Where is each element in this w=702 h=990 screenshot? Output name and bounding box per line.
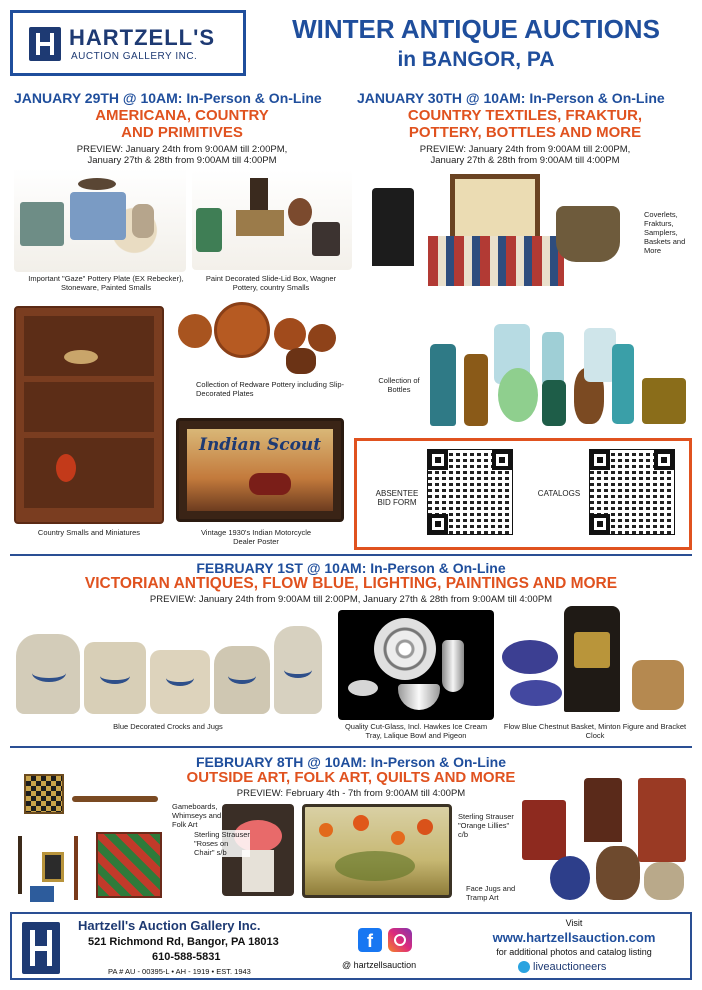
website-subtext: for additional photos and catalog listing xyxy=(496,947,652,957)
photo-flow-blue-clock xyxy=(500,606,692,718)
footer xyxy=(10,912,692,980)
photo-orange-lillies xyxy=(302,804,452,898)
photo-gameboards xyxy=(12,774,168,904)
auction4-caption-1: Gameboards, Whimseys and Folk Art xyxy=(172,802,222,829)
section-divider-1 xyxy=(10,554,692,556)
page-subtitle: in BANGOR, PA xyxy=(397,48,555,71)
photo-cupboard xyxy=(14,306,164,524)
auction1-date: JANUARY 29TH @ 10AM: In-Person & On-Line xyxy=(14,90,322,106)
auction2-title-line1: COUNTRY TEXTILES, FRAKTUR, xyxy=(407,107,643,124)
photo-textiles-fraktur xyxy=(366,168,642,302)
photo-stoneware-plate xyxy=(14,168,186,272)
auction4-title: OUTSIDE ART, FOLK ART, QUILTS AND MORE xyxy=(186,769,516,786)
page-title: WINTER ANTIQUE AUCTIONS xyxy=(292,14,660,44)
auction4-date: FEBRUARY 8TH @ 10AM: In-Person & On-Line xyxy=(195,754,506,770)
instagram-icon[interactable] xyxy=(388,928,412,952)
liveauctioneers-text: liveauctioneers xyxy=(533,961,607,973)
auction1-caption-2: Paint Decorated Slide-Lid Box, Wagner Pottery, country Smalls xyxy=(205,274,337,292)
auction3-preview: PREVIEW: January 24th from 9:00AM till 2:00PM, January 27th & 28th from 9:00AM till 4:00PM xyxy=(149,594,553,605)
footer-address: 521 Richmond Rd, Bangor, PA 18013 xyxy=(88,936,279,948)
qr-code-absentee[interactable] xyxy=(427,449,513,535)
auction4-caption-3: Sterling Strauser "Orange Lillies" c/b xyxy=(458,812,514,839)
auction1-caption-1: Important "Gaze" Pottery Plate (EX Rebecker), Stoneware, Painted Smalls xyxy=(28,274,184,292)
qr-label-catalogs: CATALOGS xyxy=(537,489,581,498)
logo-box xyxy=(10,10,246,76)
qr-code-catalogs[interactable] xyxy=(589,449,675,535)
auction2-caption-1: Coverlets, Frakturs, Samplers, Baskets and More xyxy=(644,210,686,255)
social-handle[interactable]: @ hartzellsauction xyxy=(342,960,417,970)
auction4-preview: PREVIEW: February 4th - 7th from 9:00AM till 4:00PM xyxy=(236,788,466,799)
auction4-caption-4: Face Jugs and Tramp Art xyxy=(466,884,516,902)
visit-label: Visit xyxy=(565,918,583,928)
photo-face-jugs xyxy=(520,776,692,904)
liveauctioneers-logo[interactable] xyxy=(518,960,606,974)
facebook-icon[interactable]: f xyxy=(358,928,382,952)
auction1-preview-line2: January 27th & 28th from 9:00AM till 4:00PM xyxy=(87,155,277,166)
photo-indian-poster xyxy=(176,418,344,522)
logo-h-icon xyxy=(29,27,61,61)
auction4-caption-2-visible: Sterling Strauser "Roses on Chair" s/b xyxy=(194,830,250,857)
auction3-date: FEBRUARY 1ST @ 10AM: In-Person & On-Line xyxy=(196,560,506,576)
auction2-preview-line1: PREVIEW: January 24th from 9:00AM till 2:00PM, xyxy=(419,144,631,155)
auction1-caption-4: Country Smalls and Miniatures xyxy=(37,528,141,537)
section-divider-2 xyxy=(10,746,692,748)
footer-company: Hartzell's Auction Gallery Inc. xyxy=(78,918,261,933)
photo-slide-lid-box xyxy=(192,170,352,270)
auction1-title-line1: AMERICANA, COUNTRY xyxy=(95,107,269,124)
auction1-preview-line1: PREVIEW: January 24th from 9:00AM till 2:00PM, xyxy=(76,144,288,155)
auction3-caption-3: Flow Blue Chestnut Basket, Minton Figure and Bracket Clock xyxy=(503,722,687,740)
auction2-caption-2: Collection of Bottles xyxy=(378,376,420,394)
auction1-title-line2: AND PRIMITIVES xyxy=(121,124,243,141)
auction3-caption-1: Blue Decorated Crocks and Jugs xyxy=(113,722,223,731)
poster-title: Indian Scout xyxy=(199,435,322,455)
auction2-preview-line2: January 27th & 28th from 9:00AM till 4:00PM xyxy=(430,155,620,166)
photo-redware xyxy=(176,300,346,378)
auction3-caption-2: Quality Cut-Glass, Incl. Hawkes Ice Cream Tray, Lalique Bowl and Pigeon xyxy=(344,722,488,740)
photo-blue-crocks xyxy=(12,616,324,716)
auction1-caption-3: Collection of Redware Pottery including Slip-Decorated Plates xyxy=(196,380,344,398)
photo-cut-glass xyxy=(338,610,494,720)
website-link[interactable]: www.hartzellsauction.com xyxy=(492,930,656,945)
footer-logo-h-icon xyxy=(22,922,60,974)
qr-panel xyxy=(354,438,692,550)
photo-bottles xyxy=(424,318,692,428)
logo-subtitle: AUCTION GALLERY INC. xyxy=(71,51,198,62)
auction3-title: VICTORIAN ANTIQUES, FLOW BLUE, LIGHTING, PAINTINGS AND MORE xyxy=(84,575,618,592)
auction2-title-line2: POTTERY, BOTTLES AND MORE xyxy=(408,124,642,141)
auction1-caption-5: Vintage 1930's Indian Motorcycle Dealer Poster xyxy=(200,528,312,546)
liveauctioneers-icon xyxy=(518,961,530,973)
qr-label-absentee: ABSENTEE BID FORM xyxy=(375,489,419,507)
footer-phone: 610-588-5831 xyxy=(152,951,221,963)
logo-name: HARTZELL'S xyxy=(69,25,215,50)
footer-license: PA # AU - 00395-L • AH - 1919 • EST. 1943 xyxy=(108,967,251,976)
auction2-date: JANUARY 30TH @ 10AM: In-Person & On-Line xyxy=(357,90,665,106)
